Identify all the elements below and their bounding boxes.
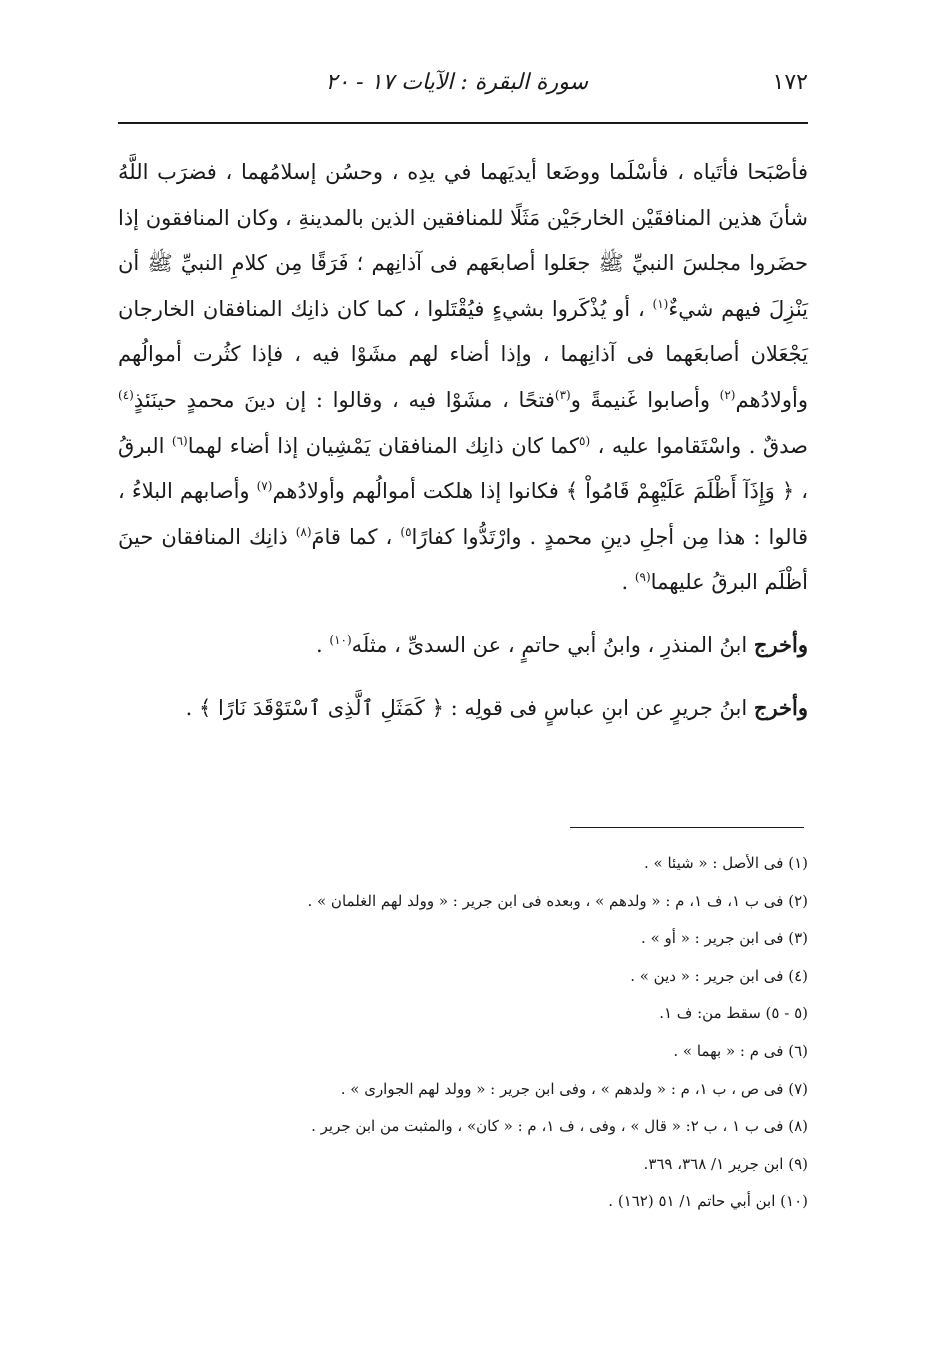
text-run: . [621,570,635,595]
footnote-item: (٤) فى ابن جرير : « دين » . [630,966,808,985]
footnote-marker: (٢) [719,387,736,402]
paragraph-3 [118,685,808,732]
text-run: ابنُ المنذرِ ، وابنُ أبي حاتمٍ ، عن السدىِّ ، مثلَه [351,632,754,657]
footnote-marker: (٤) [118,387,134,402]
text-run: وأصابوا غَنيمةً و [570,387,720,412]
footnote-separator [570,827,804,828]
text-run: صدقٌ . واسْتَقاموا عليه ، [590,433,808,458]
footnote-item: (٢) فى ب ١، ف ١، م : « ولدهم » ، وبعده فى ابن جرير : « وولد لهم الغلمان » . [307,891,808,910]
footnote-item: (١٠) ابن أبي حاتم ١/ ٥١ (١٦٢) . [608,1192,808,1211]
lead-word: وأخرج [753,694,808,720]
footnote-marker: (١) [652,296,669,311]
text-run: ، كما قامَ [311,524,401,549]
header-rule [118,122,808,124]
footnote-item: (٥ - ٥) سقط من: ف ١. [659,1004,808,1023]
footnote-marker: (٦) [171,433,188,448]
text-run: فتحًا ، مشَوْا فيه ، وقالوا : إن دينَ محمدٍ حينَئذٍ [133,387,555,412]
text-run: . [316,632,330,657]
text-run: البرقُ ، ﴿ وَإِذَآ أَظْلَمَ عَلَيْهِمْ قَامُواْ ﴾ فكانوا إذا هلكت أموالُهم وأولادُهم [118,433,808,504]
footnote-marker: ٥) [400,524,412,539]
running-title: سورة البقرة : الآيات ١٧ - ٢٠ [325,70,588,95]
footnote-item: (٦) فى م : « بهما » . [673,1041,808,1060]
footnote-marker: (٩) [634,570,651,585]
footnote-item: (١) فى الأصل : « شيئا » . [643,854,808,872]
page-header [118,62,808,110]
footnote-marker: (٨) [295,524,312,539]
paragraph-1 [118,150,808,606]
text-run: ابنُ جريرٍ عن ابنِ عباسٍ فى قولِه : ﴿ كَمَثَلِ ٱلَّذِى ٱسْتَوْقَدَ نَارًا ﴾ . [185,695,754,720]
paragraph-2 [118,622,808,669]
text-run: ، أو يُذْكَروا بشيءٍ فيُقْتَلوا ، كما كان ذانِك المنافقان الخارجان يَجْعَلان أصابعَهما فى آذانِهما ، وإذا أضاء لهم مشَوْا فيه ، فإذا كثُرت أموالُهم وأولادُهم [118,296,808,412]
footnote-item: (٧) فى ص ، ب ١، م : « ولدهم » ، وفى ابن جرير : « وولد لهم الجوارى » . [340,1079,808,1098]
footnote-item: (٣) فى ابن جرير : « أو » . [641,929,808,948]
page-number: ١٧٢ [772,70,808,95]
text-run: ذانِك المنافقان حينَ أظْلَم البرقُ عليهما [118,524,808,595]
text-run: فأصْبَحا فأتَياه ، فأسْلَما ووضَعا أيديَهما في يدِه ، وحسُن إسلامُهما ، فضرَب اللَّهُ شأنَ هذين المنافقَيْن الخارجَيْن مَثَلًا للمنافقين الذين بالمدينةِ ، وكان المنافقون إذا حضَروا مجلسَ النبيِّ ﷺ جعَلوا أصابعَهم فى آذانِهم ؛ فَرَقًا مِن كلامِ النبيِّ ﷺ أن يَنْزِلَ فيهم شيءٌ [118,160,808,321]
text-run: وأصابهم البلاءُ ، قالوا : هذا مِن أجلِ دينِ محمدٍ . وارْتَدُّوا كفارًا [118,479,809,549]
footnote-marker: (٣) [554,387,571,402]
footnotes-list [118,845,808,1221]
footnote-item: (٨) فى ب ١ ، ب ٢: « قال » ، وفى ، ف ١، م : « كان» ، والمثبت من ابن جرير . [311,1117,808,1136]
main-text [118,150,808,731]
footnote-marker: (١٠) [329,632,352,647]
footnote-item: (٩) ابن جرير ١/ ٣٦٨، ٣٦٩. [643,1154,808,1173]
text-run: كما كان ذانِك المنافقان يَمْشِيان إذا أضاء لهما [187,433,580,458]
footnote-marker: (٥ [579,433,591,448]
lead-word: وأخرج [753,631,808,657]
footnote-marker: (٧) [256,479,273,494]
